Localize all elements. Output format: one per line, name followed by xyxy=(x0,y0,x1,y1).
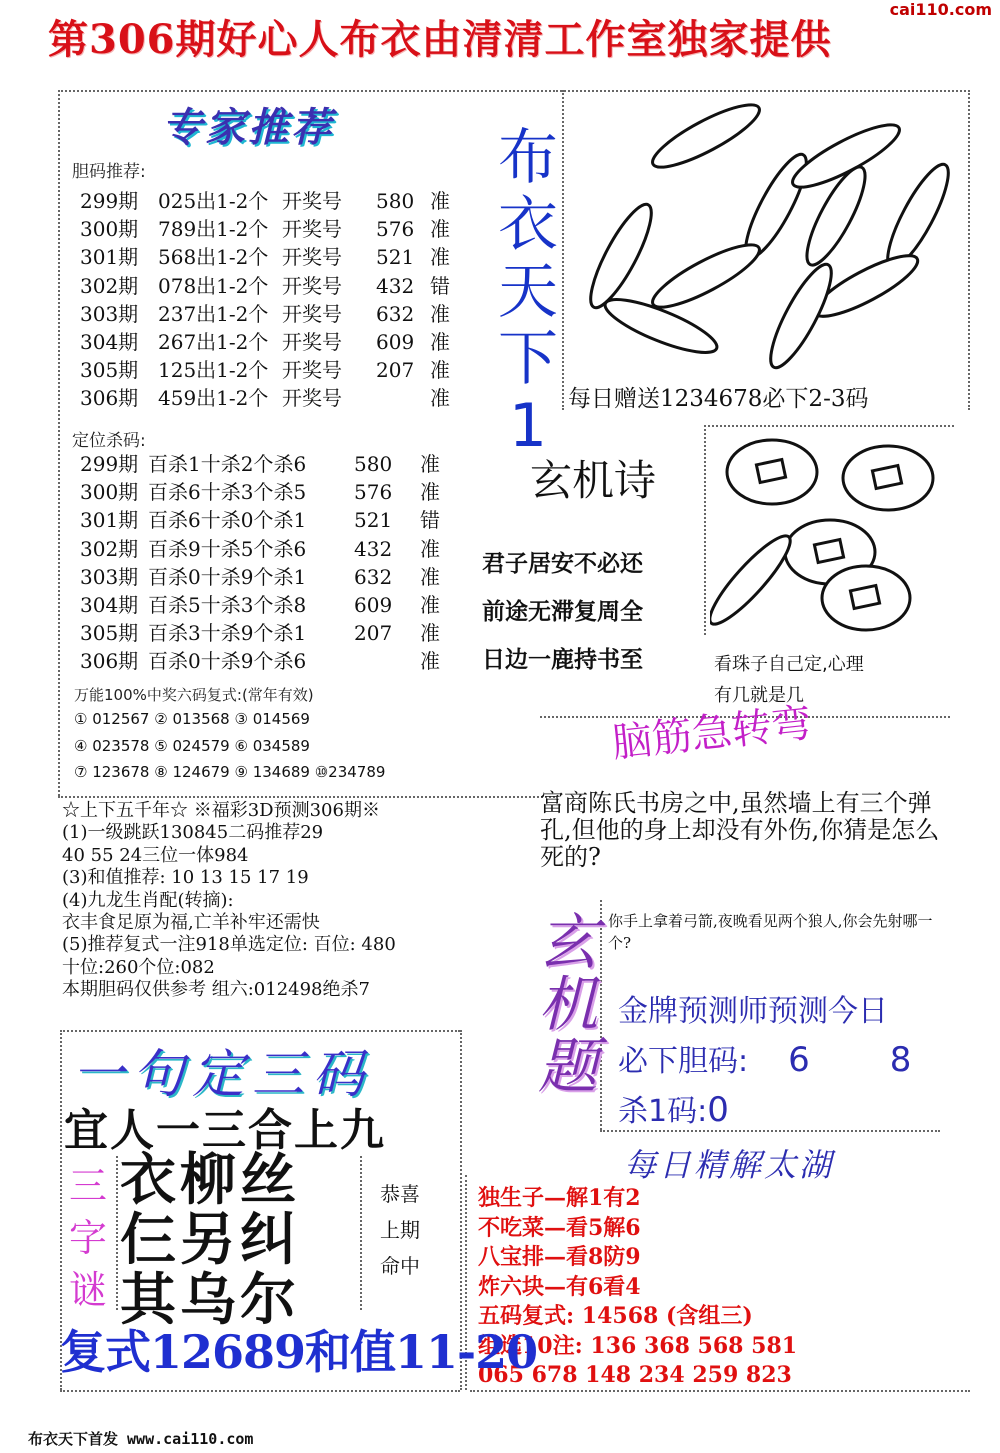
prediction-line: (4)九龙生肖配(转摘): xyxy=(62,889,234,911)
gold-title: 金牌预测师预测今日 xyxy=(618,994,888,1029)
table-cell: 开奖号 xyxy=(282,189,342,213)
table-cell: 125出1-2个 xyxy=(158,358,269,383)
kill-table xyxy=(80,450,480,680)
table-cell: 521 xyxy=(376,245,415,270)
taihu-line: 独生子—解1有2 xyxy=(478,1185,641,1211)
riddle-char-row: 其乌尔 xyxy=(120,1267,300,1333)
table-cell: 237出1-2个 xyxy=(158,301,269,326)
table-cell: 303期 xyxy=(80,564,139,589)
table-cell: 299期 xyxy=(80,452,139,476)
table-cell: 207 xyxy=(376,358,415,383)
table-cell: 百杀6十杀3个杀5 xyxy=(148,480,307,505)
vertical-char: 下 xyxy=(498,324,558,394)
combo-label: 万能100%中奖六码复式:(常年有效) xyxy=(74,686,314,704)
prediction-line: 40 55 24三位一体984 xyxy=(62,844,249,866)
table-cell: 302期 xyxy=(80,536,139,561)
table-cell: 准 xyxy=(420,593,440,617)
table-cell: 百杀0十杀9个杀1 xyxy=(148,564,307,589)
table-cell: 302期 xyxy=(80,273,139,298)
riddle-characters xyxy=(120,1147,300,1333)
table-cell: 304期 xyxy=(80,330,139,354)
table-cell: 301期 xyxy=(80,245,139,270)
page-title: 第306期好心人布衣由清清工作室独家提供 xyxy=(48,16,832,63)
stick xyxy=(878,158,959,275)
table-cell: 609 xyxy=(376,330,415,354)
taihu-line: 五码复式: 14568 (含组三) xyxy=(478,1303,753,1329)
table-cell: 错 xyxy=(430,273,450,298)
table-cell: 459出1-2个 xyxy=(158,386,269,411)
riddle-label-vertical xyxy=(64,1160,112,1316)
coin-hole xyxy=(756,459,785,482)
taihu-line: 不吃菜—看5解6 xyxy=(478,1214,641,1241)
taihu-line: 炸六块—有6看4 xyxy=(478,1273,641,1300)
xuanji-ti-vertical xyxy=(536,908,600,1102)
table-cell: 207 xyxy=(354,621,393,646)
prediction-line: (3)和值推荐: 10 13 15 17 19 xyxy=(62,867,309,889)
table-cell: 078出1-2个 xyxy=(158,273,269,298)
table-cell: 789出1-2个 xyxy=(158,217,269,242)
table-cell: 开奖号 xyxy=(282,273,342,298)
gold-kill-label: 杀1码: xyxy=(618,1094,708,1129)
table-cell: 准 xyxy=(420,452,440,476)
table-cell: 521 xyxy=(354,508,393,533)
divider xyxy=(116,1156,118,1310)
table-cell: 299期 xyxy=(80,189,139,213)
one-sentence-phrase: 宜人一三合上九 xyxy=(64,1105,386,1156)
poem-title: 玄机诗 xyxy=(530,456,657,505)
vertical-char: 三 xyxy=(68,1164,107,1208)
table-cell: 576 xyxy=(354,480,393,505)
prediction-line: 本期胆码仅供参考 组六:012498绝杀7 xyxy=(62,979,370,1001)
table-cell: 306期 xyxy=(80,386,139,411)
poem-lines xyxy=(482,540,643,684)
daily-gift-text: 每日赠送1234678必下2-3码 xyxy=(568,386,869,412)
divider xyxy=(58,90,60,796)
table-cell: 百杀0十杀9个杀6 xyxy=(148,649,307,674)
table-cell: 百杀9十杀5个杀6 xyxy=(148,536,307,561)
divider xyxy=(58,796,558,798)
table-cell: 304期 xyxy=(80,593,139,617)
combo-row: ④ 023578 ⑤ 024579 ⑥ 034589 xyxy=(74,736,310,755)
table-cell: 准 xyxy=(430,245,450,270)
vertical-char: 天 xyxy=(498,257,558,327)
table-cell: 568出1-2个 xyxy=(158,245,269,270)
table-cell: 432 xyxy=(354,536,393,561)
poem-line: 前途无滞复周全 xyxy=(482,599,643,625)
table-cell: 580 xyxy=(376,189,415,213)
table-cell: 准 xyxy=(430,189,450,213)
table-cell: 错 xyxy=(420,508,440,533)
divider xyxy=(360,1156,362,1310)
table-cell: 准 xyxy=(420,621,440,646)
prediction-block xyxy=(62,800,396,1002)
divider xyxy=(60,1390,460,1392)
kill-label: 定位杀码: xyxy=(72,431,146,451)
table-cell: 432 xyxy=(376,273,415,298)
combo-list xyxy=(74,706,385,786)
vertical-char: 题 xyxy=(538,1032,598,1102)
taihu-line: 065 678 148 234 259 823 xyxy=(478,1362,792,1388)
table-cell: 百杀6十杀0个杀1 xyxy=(148,508,307,533)
table-cell: 准 xyxy=(420,480,440,505)
table-cell: 准 xyxy=(430,386,450,411)
divider xyxy=(560,90,970,92)
brain-teaser-title: 脑筋急转弯 xyxy=(609,700,814,767)
table-cell: 准 xyxy=(430,301,450,326)
table-cell: 准 xyxy=(420,564,440,589)
table-cell: 300期 xyxy=(80,217,139,242)
gold-dan-b: 8 xyxy=(889,1040,912,1080)
prediction-line: 衣丰食足原为福,亡羊补牢还需快 xyxy=(62,912,320,934)
gold-prediction xyxy=(618,988,911,1136)
congrats-note xyxy=(380,1176,420,1284)
congrats-line: 命中 xyxy=(380,1254,420,1278)
coin-hole xyxy=(814,539,843,562)
table-cell: 开奖号 xyxy=(282,358,342,383)
stick-digits-image xyxy=(566,96,966,376)
table-cell: 306期 xyxy=(80,649,139,674)
vertical-char: 字 xyxy=(68,1216,107,1260)
riddle-char-row: 仨另纠 xyxy=(120,1207,300,1273)
table-cell: 025出1-2个 xyxy=(158,189,269,213)
brain-teaser-question: 富商陈氏书房之中,虽然墙上有三个弹孔,但他的身上却没有外伤,你猜是怎么死的? xyxy=(540,789,940,871)
prediction-line: (1)一级跳跃130845二码推荐29 xyxy=(62,822,324,844)
footer-text[interactable]: 布衣天下首发 www.cai110.com xyxy=(28,1430,254,1448)
bead-note-line: 看珠子自己定,心理 xyxy=(714,654,864,675)
gold-kill-value: 0 xyxy=(707,1090,729,1130)
table-cell: 开奖号 xyxy=(282,217,342,242)
divider xyxy=(704,425,954,427)
table-cell: 百杀1十杀2个杀6 xyxy=(148,452,307,476)
vertical-char: 谜 xyxy=(68,1268,107,1312)
congrats-line: 上期 xyxy=(380,1218,420,1242)
vertical-char: 1 xyxy=(508,391,548,461)
site-logo[interactable]: cai110.com xyxy=(889,0,992,19)
table-cell: 632 xyxy=(354,564,393,589)
coin-hole xyxy=(850,585,879,608)
one-sentence-title: 一句定三码 xyxy=(72,1045,373,1105)
table-cell: 305期 xyxy=(80,358,139,383)
table-cell: 开奖号 xyxy=(282,301,342,326)
expert-heading: 专家推荐 xyxy=(162,104,334,151)
gold-dan-label: 必下胆码: xyxy=(618,1044,749,1079)
divider xyxy=(600,900,602,1130)
table-cell: 百杀3十杀9个杀1 xyxy=(148,621,307,646)
table-cell: 准 xyxy=(430,217,450,242)
prediction-line: 十位:260个位:082 xyxy=(62,956,215,978)
bead-note-line: 有几就是几 xyxy=(714,685,804,706)
stick xyxy=(710,528,799,633)
table-cell: 267出1-2个 xyxy=(158,330,269,354)
table-cell: 576 xyxy=(376,217,415,242)
table-cell: 开奖号 xyxy=(282,245,342,270)
divider xyxy=(562,90,564,410)
gold-kill-row xyxy=(618,1086,911,1136)
table-cell: 303期 xyxy=(80,301,139,326)
poem-line: 君子居安不必还 xyxy=(482,551,643,577)
gold-dan-row xyxy=(618,1036,911,1086)
table-cell: 开奖号 xyxy=(282,330,342,354)
divider xyxy=(58,90,558,92)
prediction-line: (5)推荐复式一注918单选定位: 百位: 480 xyxy=(62,934,396,956)
table-cell: 开奖号 xyxy=(282,386,342,411)
poem-line: 日边一鹿持书至 xyxy=(482,647,643,673)
dan-label: 胆码推荐: xyxy=(72,162,146,182)
table-cell: 609 xyxy=(354,593,393,617)
table-cell: 300期 xyxy=(80,480,139,505)
riddle-char-row: 衣柳丝 xyxy=(120,1147,300,1213)
table-cell: 百杀5十杀3个杀8 xyxy=(148,593,307,617)
combo-row: ① 012567 ② 013568 ③ 014569 xyxy=(74,710,310,728)
table-cell: 301期 xyxy=(80,508,139,533)
stick xyxy=(581,198,662,315)
gold-dan-a: 6 xyxy=(788,1040,810,1080)
table-cell: 准 xyxy=(420,649,440,674)
buyi-vertical-title xyxy=(496,125,560,460)
taihu-line: 组选10注: 136 368 568 581 xyxy=(478,1332,798,1359)
vertical-char: 玄 xyxy=(538,908,598,978)
vertical-char: 机 xyxy=(538,970,598,1040)
xuanji-question: 你手上拿着弓箭,夜晚看见两个狼人,你会先射哪一个? xyxy=(608,912,933,952)
prediction-line: ☆上下五千年☆ ※福彩3D预测306期※ xyxy=(62,800,380,821)
table-cell: 580 xyxy=(354,452,393,476)
beads-image xyxy=(710,430,960,640)
table-cell: 632 xyxy=(376,301,415,326)
taihu-line: 八宝排—看8防9 xyxy=(478,1244,641,1270)
table-cell: 305期 xyxy=(80,621,139,646)
congrats-line: 恭喜 xyxy=(380,1182,420,1206)
coin-hole xyxy=(872,465,901,488)
fushi-summary: 复式12689和值11-20 xyxy=(60,1325,538,1379)
table-cell: 准 xyxy=(420,536,440,561)
table-cell: 准 xyxy=(430,330,450,354)
divider xyxy=(704,425,706,635)
vertical-char: 衣 xyxy=(498,190,558,260)
table-cell: 准 xyxy=(430,358,450,383)
vertical-char: 布 xyxy=(498,123,558,193)
combo-row: ⑦ 123678 ⑧ 124679 ⑨ 134689 ⑩234789 xyxy=(74,763,386,781)
stick xyxy=(646,96,766,177)
stick xyxy=(646,235,766,318)
divider xyxy=(968,90,970,410)
dan-table xyxy=(80,187,480,417)
taihu-title: 每日精解太湖 xyxy=(624,1146,835,1184)
